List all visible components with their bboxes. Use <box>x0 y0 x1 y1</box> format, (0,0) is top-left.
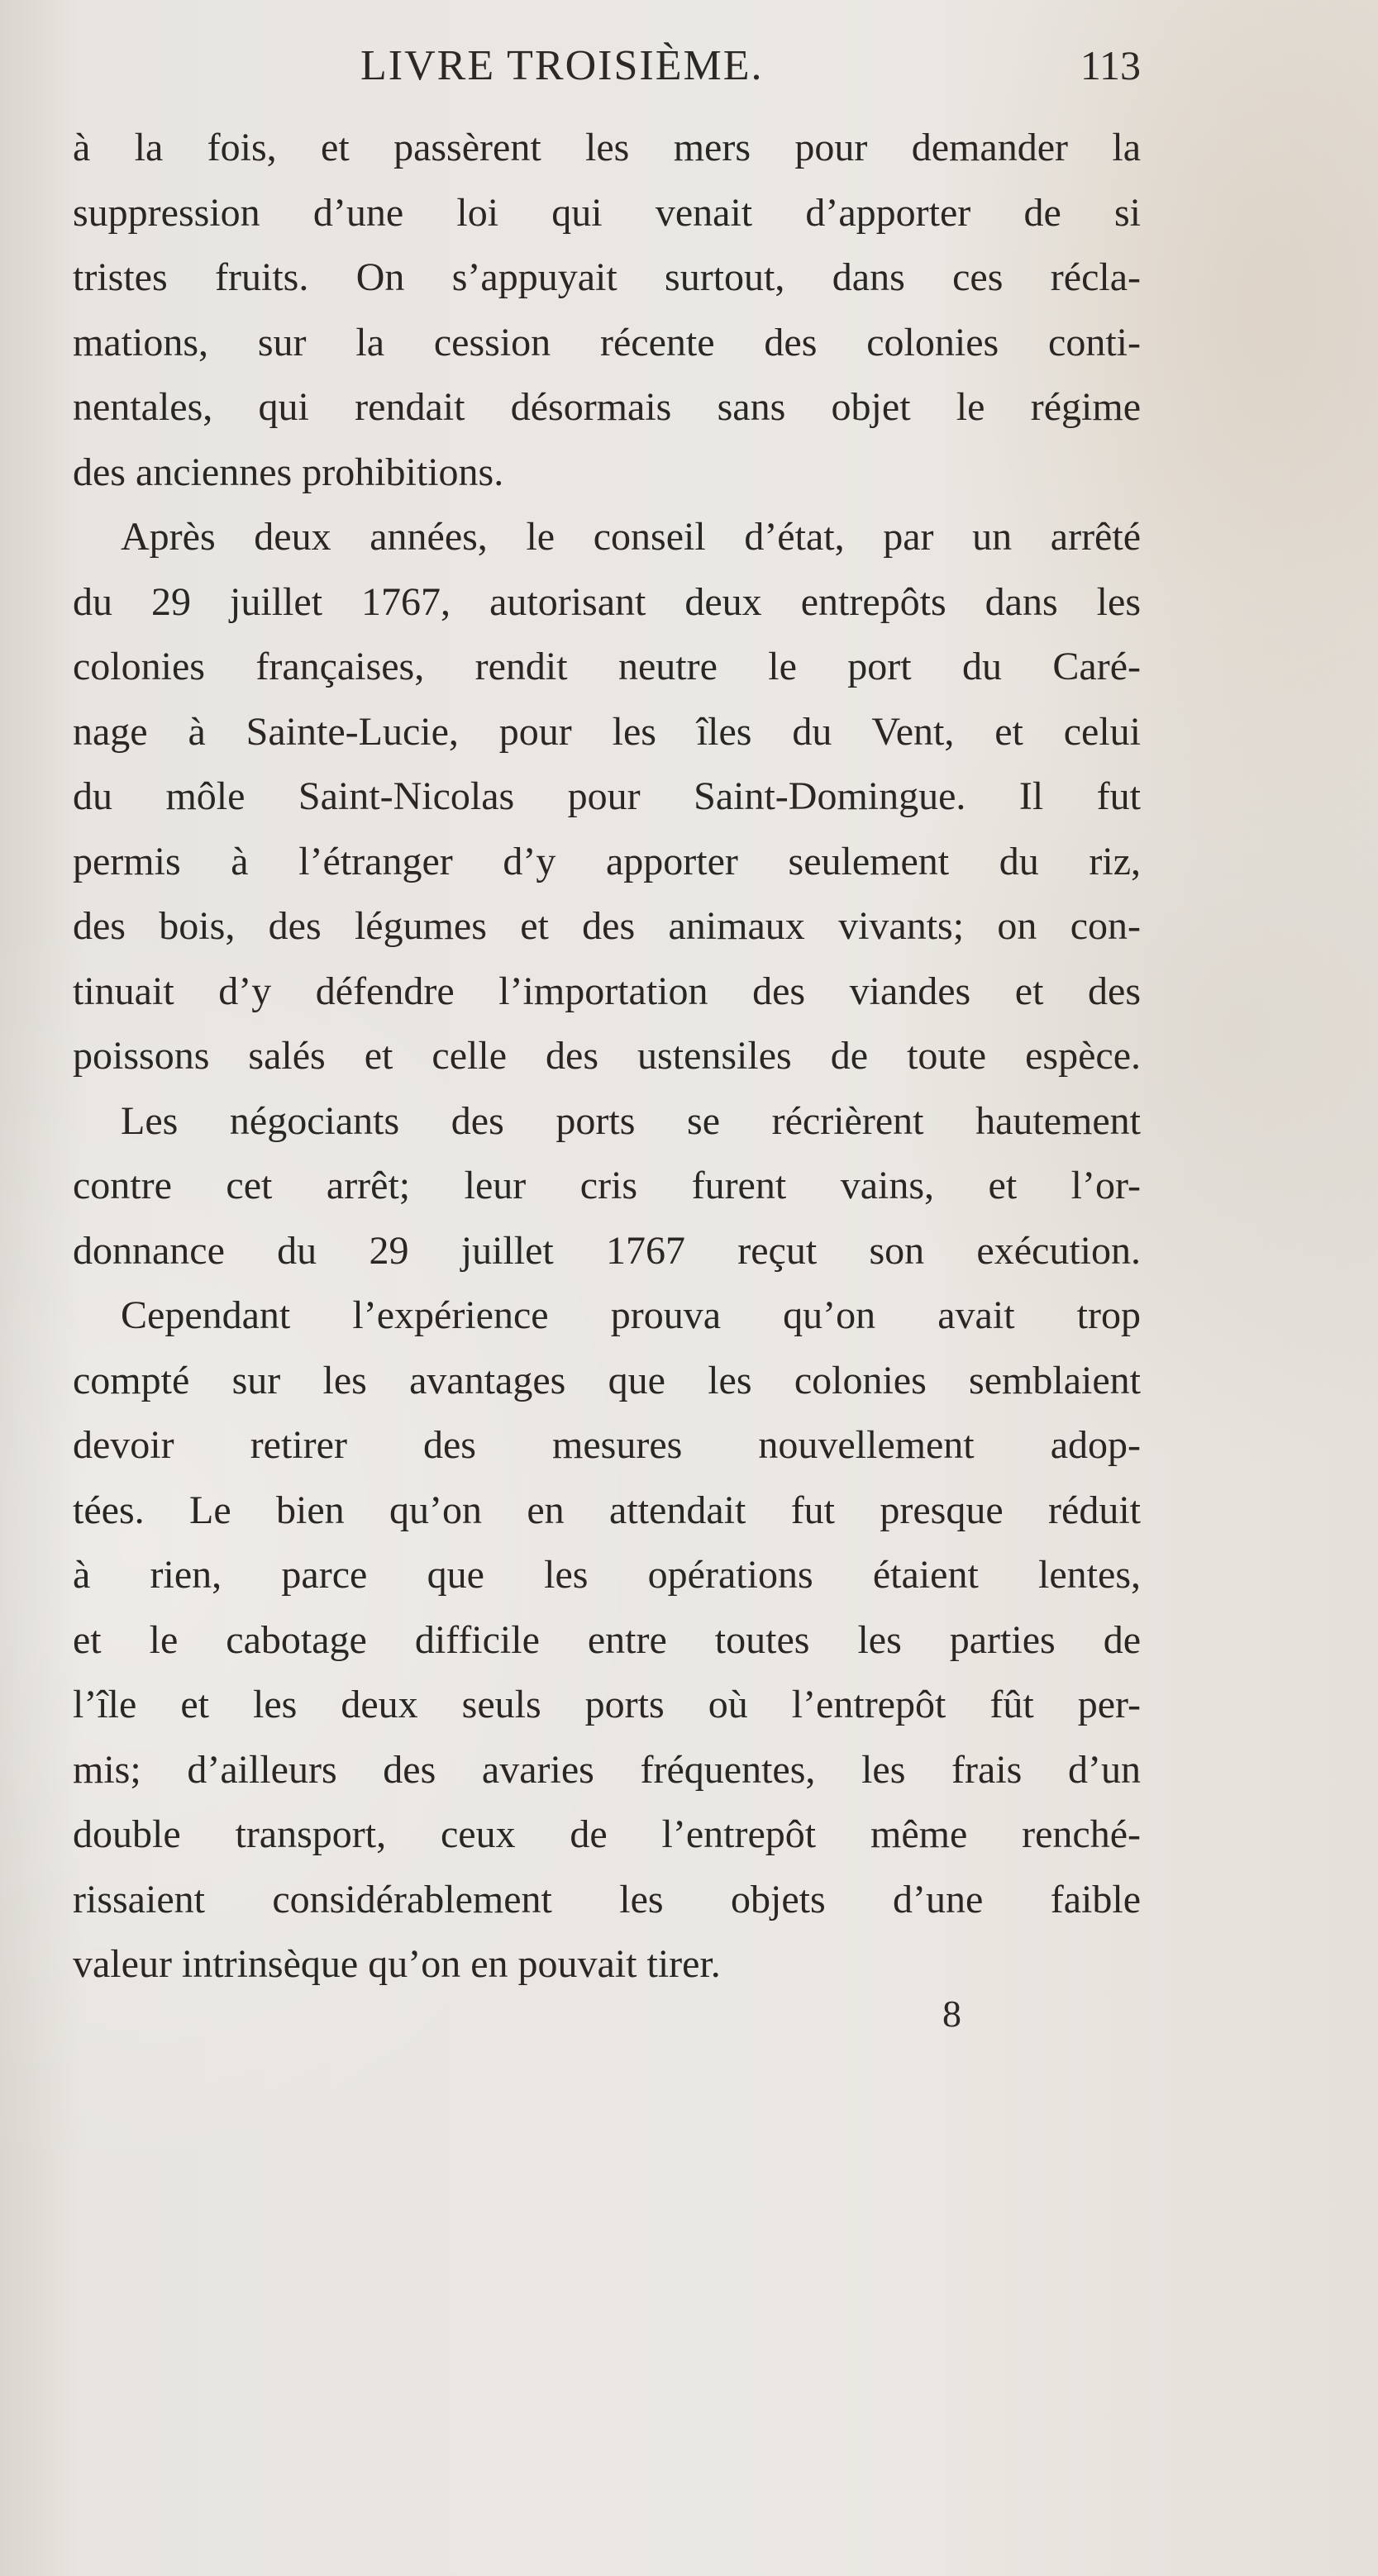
text-line: contre cet arrêt; leur cris furent vains, et l’or- <box>73 1164 1141 1207</box>
text-line: colonies françaises, rendit neutre le port du Caré- <box>73 645 1141 688</box>
text-line: mations, sur la cession récente des colonies conti- <box>73 320 1141 364</box>
text-line: nentales, qui rendait désormais sans objet le régime <box>73 385 1141 429</box>
text-line: suppression d’une loi qui venait d’apporter de si <box>73 190 1141 235</box>
text-line: à la fois, et passèrent les mers pour demander la <box>73 126 1141 169</box>
text-line: double transport, ceux de l’entrepôt même renché- <box>73 1812 1141 1856</box>
text-line: du môle Saint-Nicolas pour Saint-Domingue. Il fut <box>73 774 1141 818</box>
text-line: Cependant l’expérience prouva qu’on avait trop <box>121 1293 1141 1337</box>
text-line: nage à Sainte-Lucie, pour les îles du Vent, et celui <box>73 709 1141 754</box>
text-line: rissaient considérablement les objets d’une faible <box>73 1877 1141 1921</box>
running-head <box>73 33 1141 99</box>
text-line: poissons salés et celle des ustensiles de toute espèce. <box>73 1034 1141 1078</box>
text-line: permis à l’étranger d’y apporter seulement du riz, <box>73 839 1141 883</box>
text-line: et le cabotage difficile entre toutes les parties de <box>73 1617 1141 1662</box>
text-line: l’île et les deux seuls ports où l’entrepôt fût per- <box>73 1683 1141 1726</box>
text-line: Les négociants des ports se récrièrent hautement <box>121 1098 1141 1143</box>
text-line: valeur intrinsèque qu’on en pouvait tirer. <box>73 1942 721 1986</box>
text-line: Après deux années, le conseil d’état, par un arrêté <box>121 515 1141 559</box>
text-line: du 29 juillet 1767, autorisant deux entrepôts dans les <box>73 579 1141 624</box>
page-number: 113 <box>1080 42 1141 88</box>
text-line: tristes fruits. On s’appuyait surtout, dans ces récla- <box>73 255 1141 299</box>
text-line: mis; d’ailleurs des avaries fréquentes, les frais d’un <box>73 1747 1141 1792</box>
text-line: tinuait d’y défendre l’importation des viandes et des <box>73 969 1141 1013</box>
text-line: donnance du 29 juillet 1767 reçut son exécution. <box>73 1228 1141 1273</box>
text-line: des anciennes prohibitions. <box>73 450 504 494</box>
text-line: devoir retirer des mesures nouvellement adop- <box>73 1423 1141 1467</box>
signature-mark: 8 <box>942 1993 961 2035</box>
text-line: à rien, parce que les opérations étaient lentes, <box>73 1553 1141 1597</box>
text-line: compté sur les avantages que les colonies semblaient <box>73 1358 1141 1402</box>
body-text <box>73 116 1141 1997</box>
text-line: tées. Le bien qu’on en attendait fut presque réduit <box>73 1488 1141 1532</box>
running-title: LIVRE TROISIÈME. <box>360 42 764 89</box>
text-line: des bois, des légumes et des animaux vivants; on con- <box>73 904 1141 948</box>
